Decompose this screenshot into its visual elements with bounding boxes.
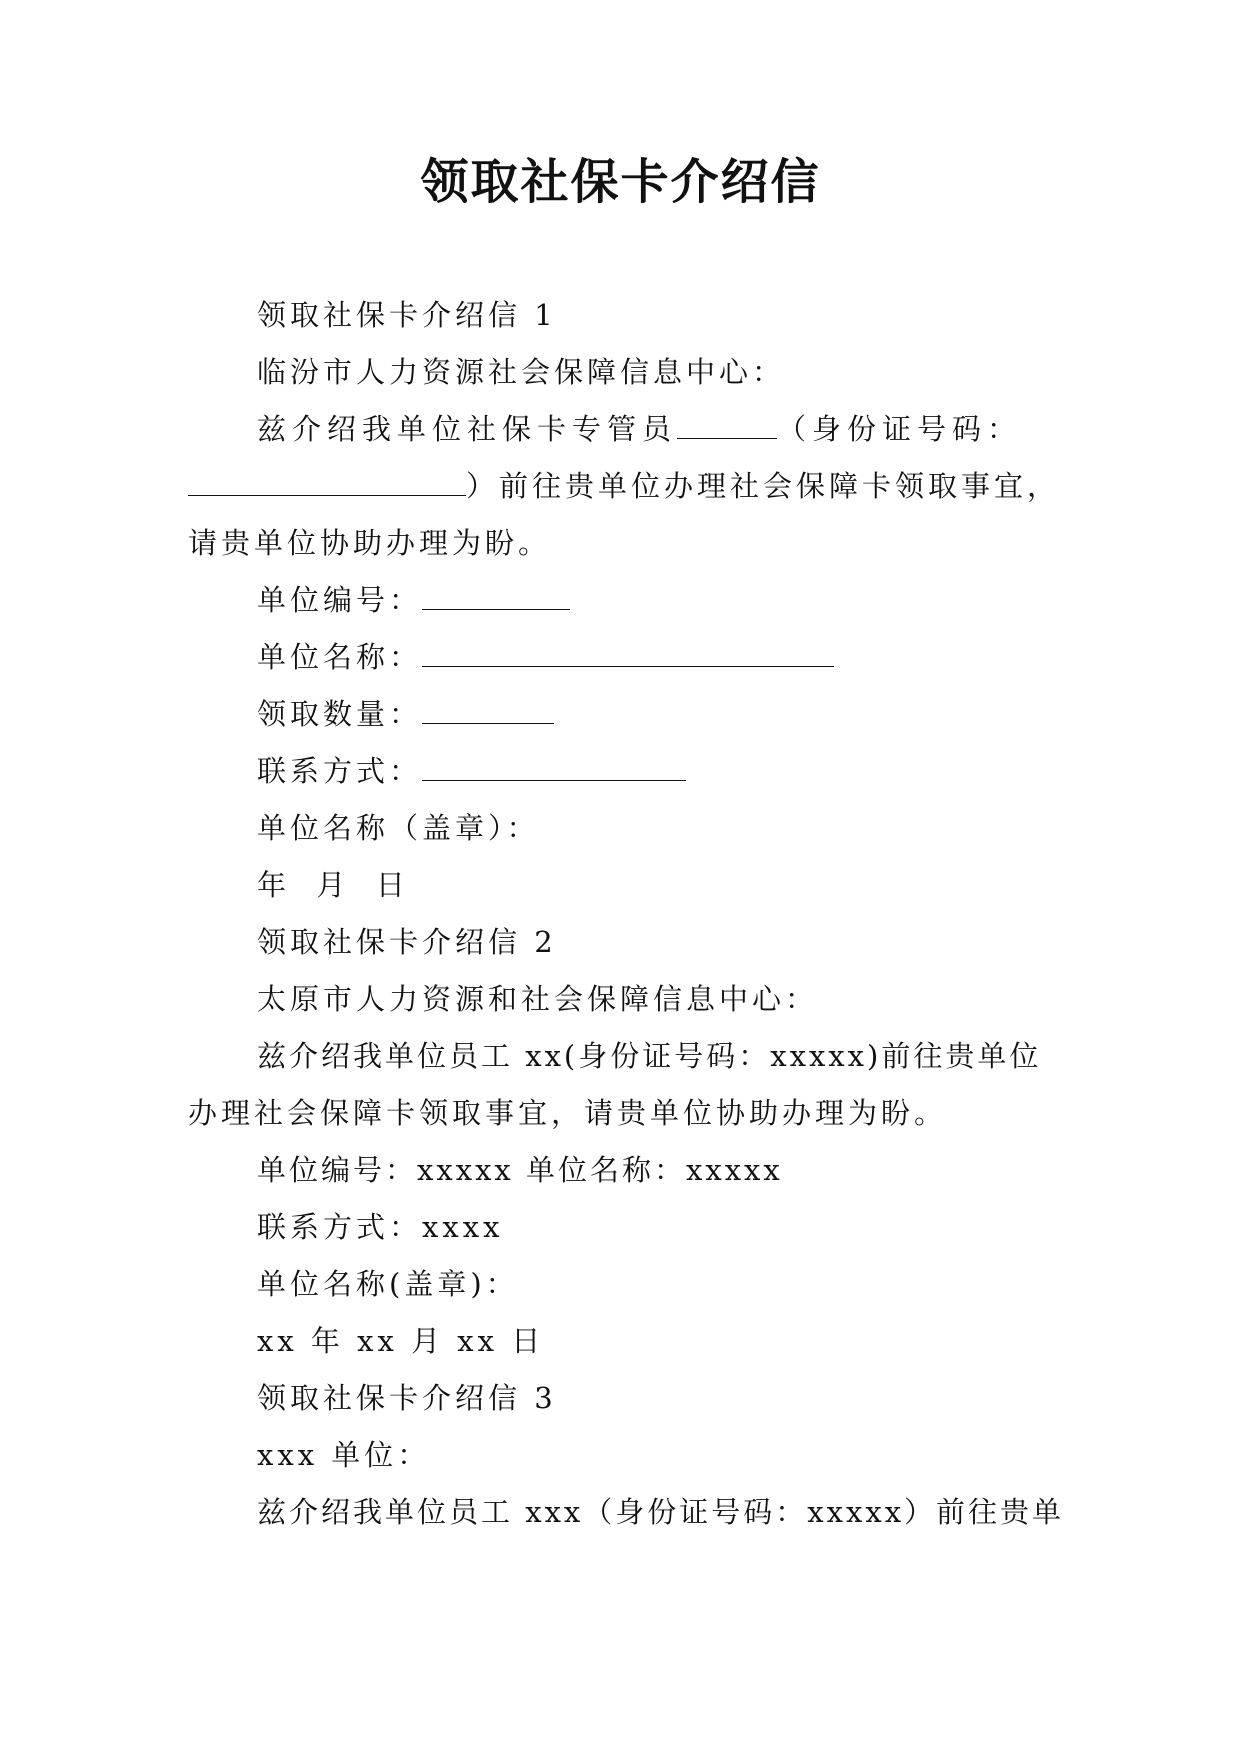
letter3-heading: 领取社保卡介绍信 3: [257, 1381, 557, 1415]
letter1-body-c: ）前往贵单位办理社会保障卡领取事宜，: [466, 469, 1061, 503]
unit-no-label: 单位编号：: [257, 583, 423, 617]
contact-blank: [422, 754, 686, 781]
unit-no-blank: [422, 583, 570, 610]
letter1-body-line2: [188, 466, 1060, 506]
letter3-body-a: 兹介绍我单位员工 xxx（身份证号码：xxxxx）前往贵单: [257, 1495, 1065, 1529]
letter1-seal: 单位名称（盖章）：: [257, 811, 540, 845]
quantity-label: 领取数量：: [257, 697, 423, 731]
letter1-contact-row: [257, 751, 686, 791]
letter2-fields: 单位编号：xxxxx 单位名称：xxxxx: [257, 1153, 783, 1187]
contact-label: 联系方式：: [257, 754, 423, 788]
letter1-body-b: （身份证号码：: [777, 412, 1023, 446]
letter2-heading: 领取社保卡介绍信 2: [257, 925, 557, 959]
letter2-date: xx 年 xx 月 xx 日: [257, 1324, 545, 1358]
letter1-body-a: 兹介绍我单位社保卡专管员: [257, 412, 678, 446]
document-title: 领取社保卡介绍信: [420, 154, 821, 210]
letter2-seal: 单位名称(盖章)：: [257, 1267, 519, 1301]
letter1-addressee: 临汾市人力资源社会保障信息中心：: [257, 355, 786, 389]
unit-name-label: 单位名称：: [257, 640, 423, 674]
quantity-blank: [422, 697, 554, 724]
letter1-quantity-row: [257, 694, 554, 734]
letter1-unit-no-row: [257, 580, 570, 620]
specialist-name-blank: [677, 412, 777, 439]
letter1-body-d: 请贵单位协助办理为盼。: [188, 526, 552, 560]
letter2-body-b: 办理社会保障卡领取事宜，请贵单位协助办理为盼。: [188, 1096, 948, 1130]
letter2-addressee: 太原市人力资源和社会保障信息中心：: [257, 982, 819, 1016]
unit-name-blank: [422, 640, 834, 667]
letter1-body-line1: [257, 409, 1022, 449]
letter2-contact: 联系方式：xxxx: [257, 1210, 504, 1244]
letter3-addressee: xxx 单位：: [257, 1438, 431, 1472]
letter2-body-a: 兹介绍我单位员工 xx(身份证号码：xxxxx)前往贵单位: [257, 1039, 1042, 1073]
letter1-unit-name-row: [257, 637, 834, 677]
letter1-date: 年 月 日: [257, 868, 409, 902]
id-number-blank: [188, 469, 466, 496]
letter1-heading: 领取社保卡介绍信 1: [257, 298, 557, 332]
